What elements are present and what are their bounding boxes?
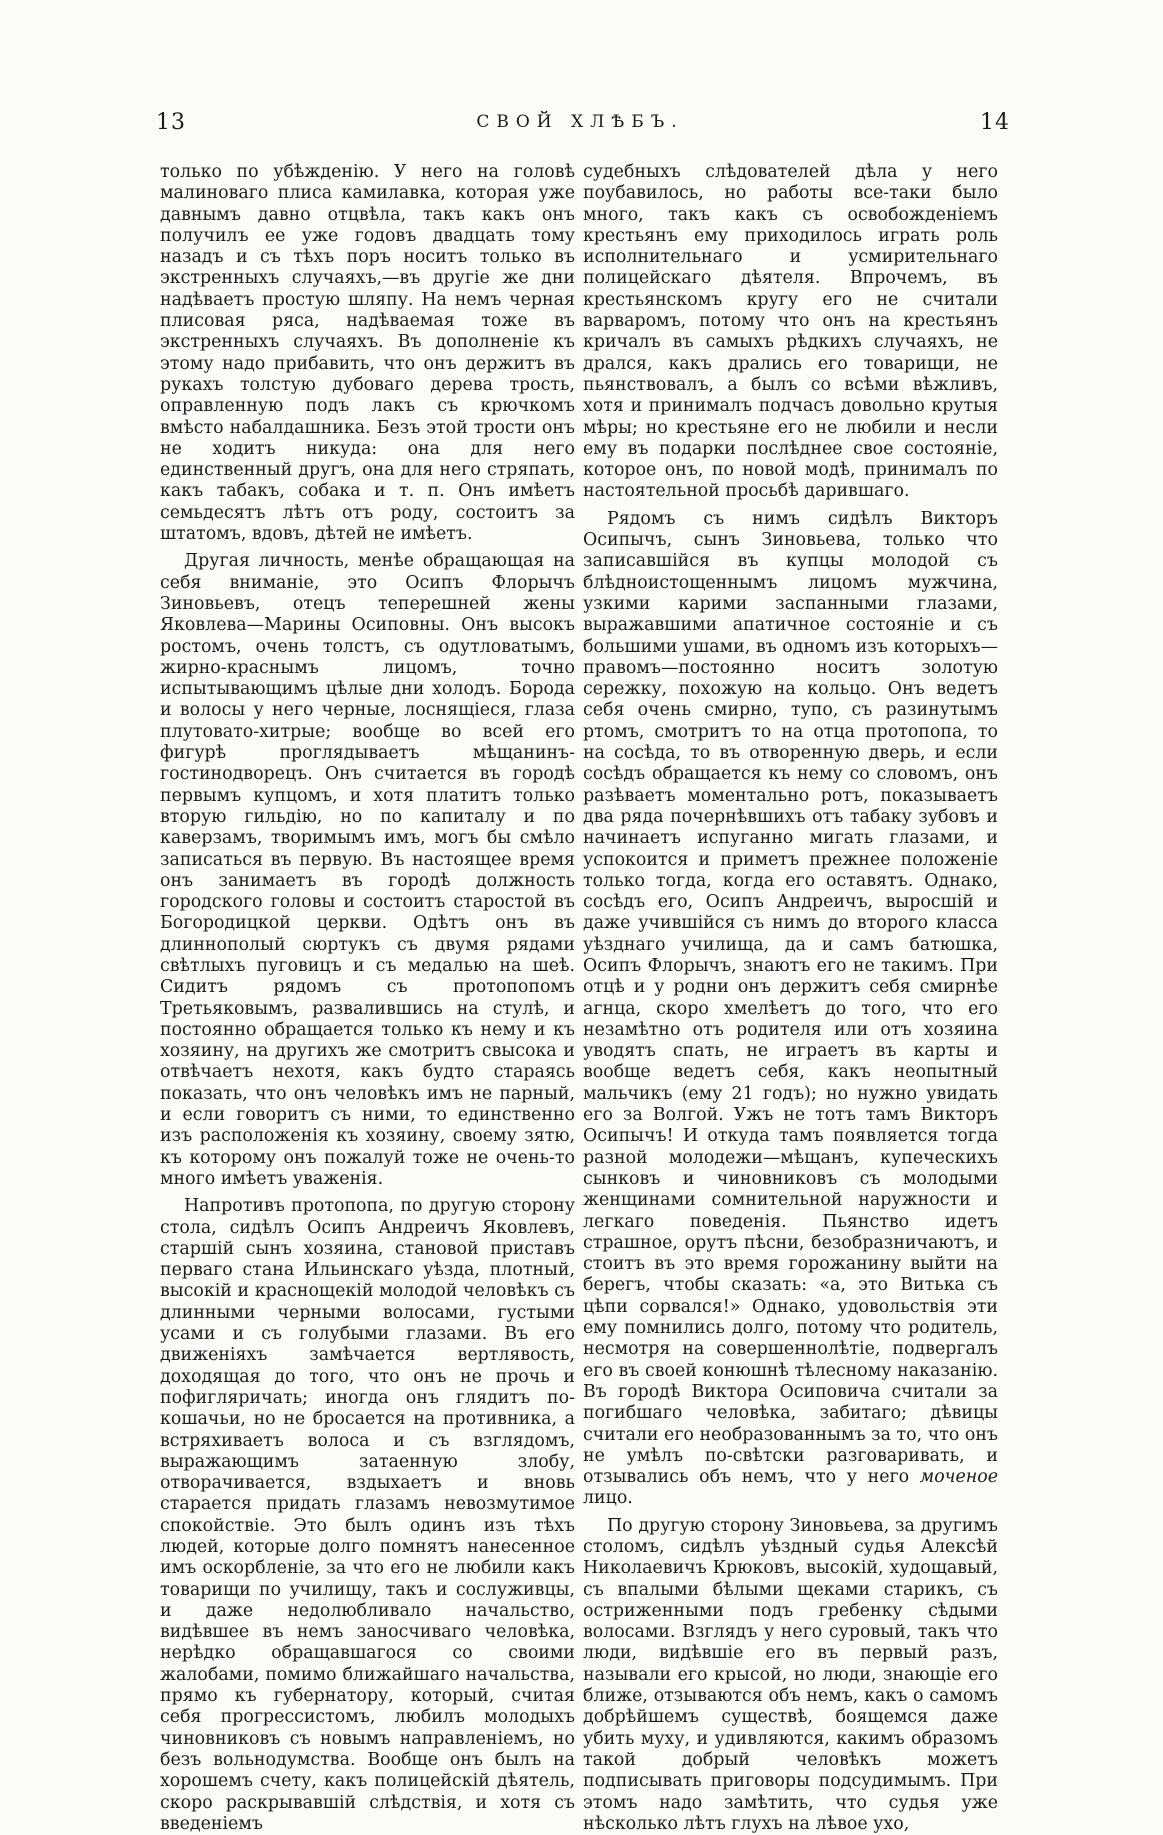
paragraph: только по убѣжденію. У него на головѣ малиноваго плиса камилавка, которая уже давнымъ давно отцвѣла, такъ какъ онъ получилъ ее уже годовъ двадцать тому назадъ и съ тѣхъ поръ носитъ только въ экстренныхъ случаяхъ,—въ другіе же дни надѣваетъ простую шляпу. На немъ черная плисовая ряса, надѣваемая тоже въ экстренныхъ случаяхъ. Въ дополненіе къ этому надо прибавить, что онъ держитъ въ рукахъ толстую дубоваго дерева трость, оправленную подъ лакъ съ крючкомъ вмѣсто набалдашника. Безъ этой трости онъ не ходитъ никуда: она для него единственный другъ, она для него стряпать, какъ табакъ, собака и т. п. Онъ имѣетъ семьдесятъ лѣтъ отъ роду, состоитъ за штатомъ, вдовъ, дѣтей не имѣетъ. [160,162,575,545]
italic-word: моченое [919,1467,998,1488]
paragraph: судебныхъ слѣдователей дѣла у него поубавилось, но работы все-таки было много, такъ какъ съ освобожденіемъ крестьянъ ему приходилось играть роль исполнительнаго и усмирительнаго полицейскаго дѣятеля. Впрочемъ, въ крестьянскомъ кругу его не считали варваромъ, потому что онъ на крестьянъ кричалъ въ самыхъ рѣдкихъ случаяхъ, не дрался, какъ дрались его товарищи, не пьянствовалъ, а былъ со всѣми вѣжливъ, хотя и принималъ подчасъ довольно крутыя мѣры; но крестьяне его не любили и несли ему въ подарки послѣднее свое состояніе, которое онъ, по новой модѣ, принималъ по настоятельной просьбѣ дарившаго. [583,162,998,502]
right-column [583,162,998,1835]
paragraph [583,509,998,1510]
paragraph-text: Рядомъ съ нимъ сидѣлъ Викторъ Осипычъ, сынъ Зиновьева, только что записавшійся въ купцы молодой съ блѣдноистощеннымъ лицомъ мужчина, узкими карими заспанными глазами, выражавшими апатичное состояніе и съ большими ушами, въ одномъ изъ которыхъ—правомъ—постоянно носитъ золотую сережку, похожую на кольцо. Онъ ведетъ себя очень смирно, тупо, съ разинутымъ ртомъ, смотритъ то на отца протопопа, то на сосѣда, то въ отворенную дверь, и если сосѣдъ обращается къ нему со словомъ, онъ разѣваетъ моментально ротъ, показываетъ два ряда почернѣвшихъ отъ табаку зубовъ и начинаетъ испуганно мигать глазами, и успокоится и приметъ прежнее положеніе только тогда, когда его оставятъ. Однако, сосѣдъ его, Осипъ Андреичъ, выросшій и даже учившійся съ нимъ до второго класса уѣзднаго училища, да и самъ батюшка, Осипъ Флорычъ, знаютъ его не такимъ. При отцѣ и у родни онъ держитъ себя смирнѣе агнца, скоро хмелѣетъ до того, что его незамѣтно отъ родителя или отъ хозяина уводятъ спать, не играетъ въ карты и вообще ведетъ себя, какъ неопытный мальчикъ (ему 21 годъ); но нужно увидать его за Волгой. Ужъ не тотъ тамъ Викторъ Осипычъ! И откуда тамъ появляется тогда разной молодежи—мѣщанъ, купеческихъ сынковъ и чиновниковъ съ молодыми женщинами сомнительной наружности и легкаго поведенія. Пьянство идетъ страшное, орутъ пѣсни, безобразничаютъ, и стоитъ въ это время горожанину выйти на берегъ, чтобы сказать: «а, это Витька съ цѣпи сорвался!» Однако, удовольствія эти ему помнились долго, потому что родитель, несмотря на совершеннолѣтіе, подвергалъ его въ своей конюшнѣ тѣлесному наказанію. Въ городѣ Виктора Осиповича считали за погибшаго человѣка, забитаго; дѣвицы считали его необразованнымъ за то, что онъ не умѣлъ по-свѣтски разговаривать, и отзывались объ немъ, что у него [583,508,998,1488]
right-page-number: 14 [980,110,1010,135]
paragraph: По другую сторону Зиновьева, за другимъ столомъ, сидѣлъ уѣздный судья Алексѣй Николаевичъ Крюковъ, высокій, худощавый, съ впалыми бѣлыми щеками старикъ, съ остриженными подъ гребенку сѣдыми волосами. Взглядъ у него суровый, такъ что люди, видѣвшіе его въ первый разъ, называли его крысой, но люди, знающіе его ближе, отзываются объ немъ, какъ о самомъ добрѣйшемъ существѣ, боящемся даже убить муху, и удивляются, какимъ образомъ такой добрый человѣкъ можетъ подписывать приговоры подсудимымъ. При этомъ надо замѣтить, что судья уже нѣсколько лѣтъ глухъ на лѣвое ухо, [583,1515,998,1834]
paragraph-tail: лицо. [583,1488,633,1509]
left-page-number: 13 [156,110,186,135]
paragraph: Другая личность, менѣе обращающая на себя вниманіе, это Осипъ Флорычъ Зиновьевъ, отецъ теперешней жены Яковлева—Марины Осиповны. Онъ высокъ ростомъ, очень толстъ, съ одутловатымъ, жирно-краснымъ лицомъ, точно испытывающимъ цѣлые дни холодъ. Борода и волосы у него черные, лоснящіеся, глаза плутовато-хитрые; вообще во всей его фигурѣ проглядываетъ мѣщанинъ-гостинодворецъ. Онъ считается въ городѣ первымъ купцомъ, и хотя платитъ только вторую гильдію, но по капиталу и по каверзамъ, творимымъ имъ, могъ бы смѣло записаться въ первую. Въ настоящее время онъ занимаетъ въ городѣ должность городского головы и состоитъ старостой въ Богородицкой церкви. Одѣтъ онъ въ длиннополый сюртукъ съ двумя рядами свѣтлыхъ пуговицъ и съ медалью на шеѣ. Сидитъ рядомъ съ протопопомъ Третьяковымъ, развалившись на стулѣ, и постоянно обращается только къ нему и къ хозяину, на другихъ же смотритъ свысока и отвѣчаетъ нехотя, какъ будто стараясь показать, что онъ человѣкъ имъ не парный, и если говоритъ съ ними, то единственно изъ расположенія къ хозяину, своему зятю, къ которому онъ пожалуй тоже не очень-то много имѣетъ уваженія. [160,551,575,1189]
running-title: СВОЙ ХЛѢБЪ. [476,112,684,132]
left-column [160,162,575,1835]
page-header [150,110,1010,146]
paragraph: Напротивъ протопопа, по другую сторону стола, сидѣлъ Осипъ Андреичъ Яковлевъ, старшій сынъ хозяина, становой приставъ перваго стана Ильинскаго уѣзда, плотный, высокій и краснощекій молодой человѣкъ съ длинными черными волосами, густыми усами и съ голубыми глазами. Въ его движеніяхъ замѣчается вертлявость, доходящая до того, что онъ не прочь и пофигляричать; иногда онъ глядитъ по-кошачьи, но не бросается на противника, а встряхиваетъ волоса и съ взглядомъ, выражающимъ затаенную злобу, отворачивается, вздыхаетъ и вновь старается придать глазамъ невозмутимое спокойствіе. Это былъ одинъ изъ тѣхъ людей, которые долго помнятъ нанесенное имъ оскорбленіе, за что его не любили какъ товарищи по училищу, такъ и сослуживцы, и даже недолюбливало начальство, видѣвшее въ немъ заносчиваго человѣка, нерѣдко обращавшагося со своими жалобами, помимо ближайшаго начальства, прямо къ губернатору, который, считая себя прогрессистомъ, любилъ молодыхъ чиновниковъ съ новымъ направленіемъ, но безъ вольнодумства. Вообще онъ былъ на хорошемъ счету, какъ полицейскій дѣятель, скоро раскрывавшій слѣдствія, и хотя съ введеніемъ [160,1196,575,1834]
